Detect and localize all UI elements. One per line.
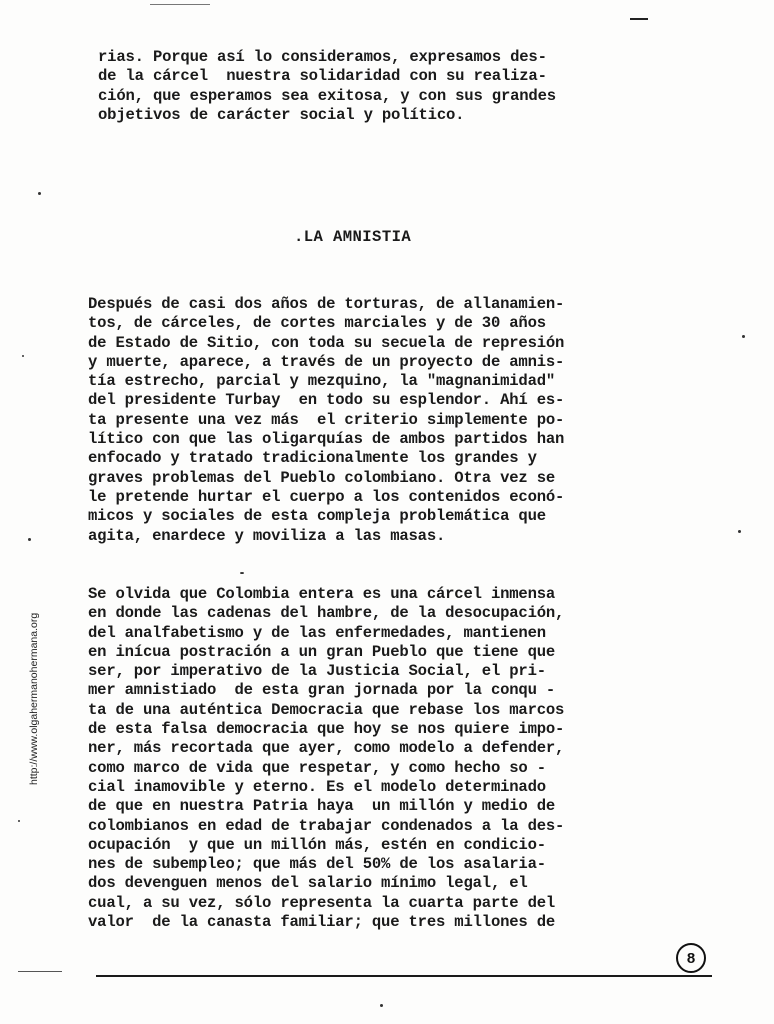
intro-line: de la cárcel nuestra solidaridad con su realiza-: [98, 67, 547, 86]
paragraph-2-line: en inícua postración a un gran Pueblo que tiene que: [88, 642, 556, 661]
paragraph-1-line: tos, de cárceles, de cortes marciales y de 30 años: [88, 314, 546, 333]
scan-speck: [742, 335, 745, 338]
paragraph-2-line: en donde las cadenas del hambre, de la desocupación,: [88, 604, 565, 623]
intro-line: rias. Porque así lo consideramos, expresamos des-: [98, 48, 547, 66]
intro-paragraph: [98, 48, 708, 125]
paragraph-2: [88, 585, 698, 932]
paragraph-1-line: agita, enardece y moviliza a las masas.: [88, 526, 446, 545]
paragraph-1-line: le pretende hurtar el cuerpo a los contenidos econó-: [88, 487, 565, 506]
scan-speck: [38, 192, 41, 195]
scan-mark: [630, 18, 648, 20]
paragraph-2-line: Se olvida que Colombia entera es una cárcel inmensa: [88, 585, 556, 603]
scan-speck: [18, 820, 20, 822]
side-url-watermark: http://www.olgahermanohermana.org: [28, 612, 40, 785]
scan-speck: [380, 1004, 383, 1007]
scan-speck: [738, 530, 741, 533]
paragraph-2-line: cial inamovible y eterno. Es el modelo determinado: [88, 777, 546, 796]
scan-mark: [150, 4, 210, 5]
footer-mark: [18, 971, 62, 972]
paragraph-1: [88, 295, 698, 546]
paragraph-1-line: de Estado de Sitio, con toda su secuela de represión: [88, 333, 565, 352]
paragraph-2-line: de que en nuestra Patria haya un millón y medio de: [88, 797, 556, 816]
paragraph-1-line: y muerte, aparece, a través de un proyecto de amnis-: [88, 352, 565, 371]
section-heading: .LA AMNISTIA: [294, 228, 412, 246]
scan-speck: [22, 355, 24, 357]
intro-line: objetivos de carácter social y político.: [98, 105, 465, 124]
paragraph-2-line: como marco de vida que respetar, y como hecho so -: [88, 758, 546, 777]
paragraph-2-line: colombianos en edad de trabajar condenados a la des-: [88, 816, 565, 835]
intro-line: ción, que esperamos sea exitosa, y con sus grandes: [98, 86, 556, 105]
page-number-badge: 8: [676, 943, 706, 973]
paragraph-1-line: lítico con que las oligarquías de ambos partidos han: [88, 430, 565, 449]
footer-rule: [96, 975, 712, 977]
paragraph-1-line: del presidente Turbay en todo su esplendor. Ahí es-: [88, 391, 565, 410]
paragraph-1-line: enfocado y tratado tradicionalmente los grandes y: [88, 449, 537, 468]
paragraph-2-line: ta de una auténtica Democracia que rebase los marcos: [88, 700, 565, 719]
paragraph-2-line: dos devenguen menos del salario mínimo legal, el: [88, 874, 528, 893]
paragraph-1-line: Después de casi dos años de torturas, de allanamien-: [88, 295, 565, 313]
paragraph-1-line: micos y sociales de esta compleja problemática que: [88, 507, 546, 526]
paragraph-1-line: graves problemas del Pueblo colombiano. Otra vez se: [88, 468, 556, 487]
paragraph-2-line: valor de la canasta familiar; que tres millones de: [88, 913, 556, 932]
paragraph-1-line: ta presente una vez más el criterio simplemente po-: [88, 410, 565, 429]
paragraph-2-line: ocupación y que un millón más, estén en condicio-: [88, 835, 546, 854]
scan-speck: [240, 572, 244, 574]
paragraph-2-line: de esta falsa democracia que hoy se nos quiere impo-: [88, 720, 565, 739]
paragraph-2-line: nes de subempleo; que más del 50% de los asalaria-: [88, 855, 546, 874]
paragraph-2-line: mer amnistiado de esta gran jornada por la conqu -: [88, 681, 556, 700]
paragraph-1-line: tía estrecho, parcial y mezquino, la "magnanimidad": [88, 372, 556, 391]
paragraph-2-line: ner, más recortada que ayer, como modelo a defender,: [88, 739, 565, 758]
paragraph-2-line: cual, a su vez, sólo representa la cuarta parte del: [88, 893, 556, 912]
paragraph-2-line: del analfabetismo y de las enfermedades, mantienen: [88, 623, 546, 642]
paragraph-2-line: ser, por imperativo de la Justicia Social, el pri-: [88, 662, 546, 681]
scan-speck: [28, 538, 31, 541]
